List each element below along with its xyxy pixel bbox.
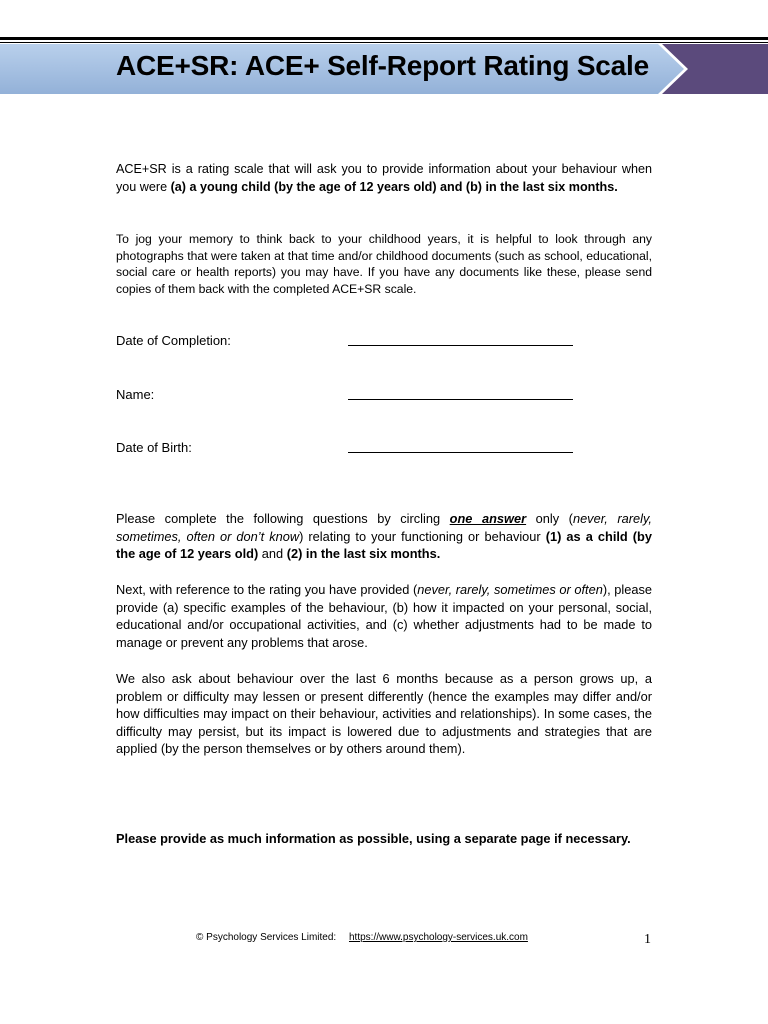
name-field	[116, 387, 576, 407]
footer-url-link[interactable]: https://www.psychology-services.uk.com	[348, 932, 528, 943]
top-rule-thick	[0, 37, 768, 40]
name-label: Name:	[116, 387, 155, 402]
instr-bold-1: (1) as a child (by the age of 12 years old)	[116, 528, 652, 561]
next-italic: never, rarely, sometimes or often	[417, 582, 603, 597]
date-of-birth-line[interactable]	[348, 452, 573, 453]
next-text-2: ), please provide (a) specific examples of the behaviour, (b) how it impacted on your personal, social, educational and/or occupational activities, and (c) whether adjustments had to be made to manage or prevent any problems that arose.	[116, 582, 652, 650]
top-rule-thin	[0, 42, 768, 43]
instr-text-2: only (	[526, 511, 573, 526]
title-banner	[0, 44, 768, 94]
next-paragraph	[116, 581, 652, 651]
instr-options: never, rarely, sometimes, often or don’t know	[116, 511, 652, 544]
intro-text: ACE+SR is a rating scale that will ask you to provide information about your behaviour when you were	[116, 162, 652, 194]
closing-text: Please provide as much information as possible, using a separate page if necessary.	[116, 831, 631, 846]
memory-paragraph	[116, 231, 652, 297]
instr-emphasis: one answer	[449, 511, 527, 526]
closing-note	[116, 830, 652, 848]
date-of-completion-label: Date of Completion:	[116, 333, 231, 348]
page-title: ACE+SR: ACE+ Self-Report Rating Scale	[116, 50, 650, 81]
page-number: 1	[644, 932, 651, 947]
date-of-birth-label: Date of Birth:	[116, 440, 192, 455]
instr-text-4: and	[258, 546, 287, 561]
footer-copyright: © Psychology Services Limited:	[196, 932, 337, 943]
intro-paragraph	[116, 160, 652, 196]
instr-text-1: Please complete the following questions by circling	[116, 511, 450, 526]
intro-bold: (a) a young child (by the age of 12 years old) and (b) in the last six months.	[170, 180, 618, 194]
name-line[interactable]	[348, 399, 573, 400]
instructions-paragraph	[116, 510, 652, 563]
also-paragraph	[116, 670, 652, 758]
next-text-1: Next, with reference to the rating you have provided (	[116, 582, 418, 597]
date-of-completion-line[interactable]	[348, 345, 573, 346]
memory-text: To jog your memory to think back to your childhood years, it is helpful to look through any photographs that were taken at that time and/or childhood documents (such as school, educational, social care or health reports) you may have. If you have any documents like these, please send copies of them back with the completed ACE+SR scale.	[116, 232, 652, 296]
instr-bold-2: (2) in the last six months.	[286, 546, 441, 561]
date-of-birth-field	[116, 440, 576, 460]
instr-text-3: ) relating to your functioning or behaviour	[299, 528, 546, 544]
date-of-completion-field	[116, 333, 576, 353]
also-text: We also ask about behaviour over the last 6 months because as a person grows up, a problem or difficulty may lessen or present differently (hence the examples may differ and/or how difficulties may impact on their behaviour, activities and relationships). In some cases, the difficulty may persist, but its impact is lowered due to adjustments and strategies that are applied (by the person themselves or by others around them).	[116, 671, 652, 756]
footer	[196, 932, 528, 943]
